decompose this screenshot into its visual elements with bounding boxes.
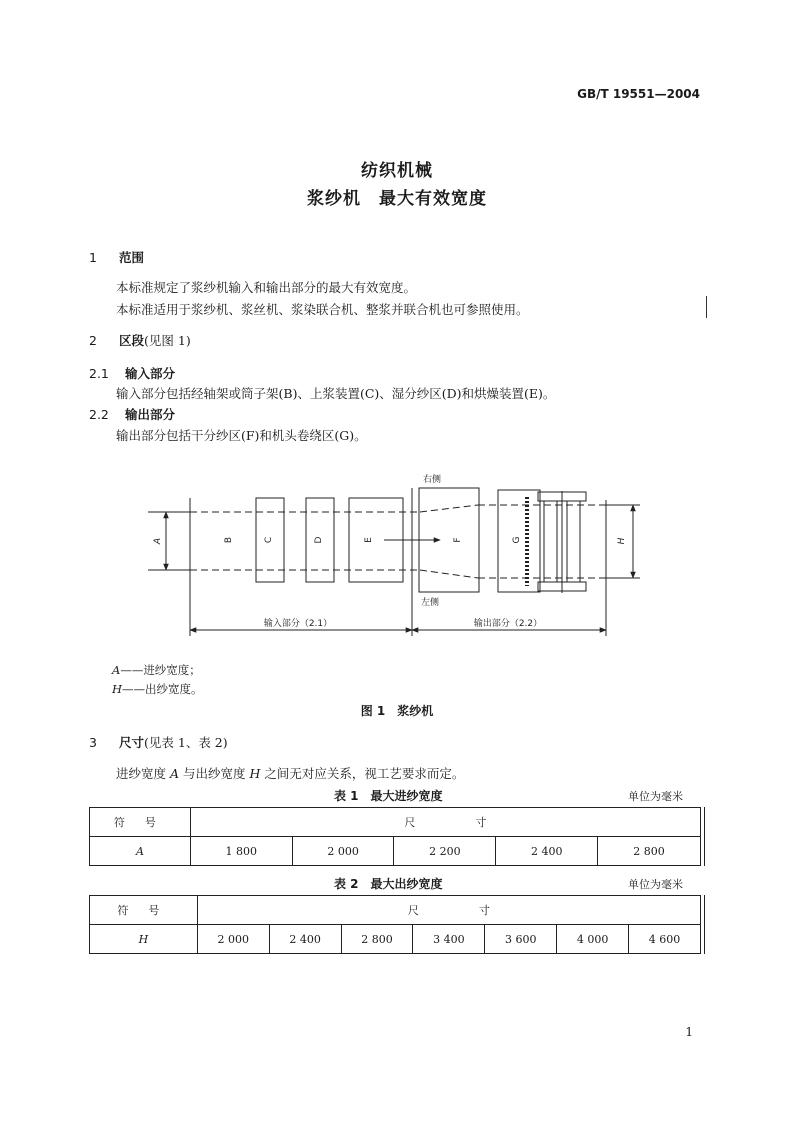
section-number: 2 [89, 333, 97, 348]
text-run: 进纱宽度 [116, 766, 170, 781]
table-cell: 2 800 [341, 925, 413, 954]
header-size: 尺寸 [190, 808, 700, 837]
paragraph [116, 764, 464, 782]
figure-caption: 图 1 浆纱机 [360, 704, 434, 718]
subsection-number: 2.2 [89, 407, 109, 422]
table-1-unit: 单位为毫米 [628, 790, 683, 803]
paragraph: 输出部分包括干分纱区(F)和机头卷绕区(G)。 [116, 428, 367, 443]
header-size: 尺寸 [197, 896, 700, 925]
standard-code: GB/T 19551—2004 [577, 87, 700, 101]
yarn-sheet-diverge-bottom [420, 570, 478, 578]
text-run: 与出纱宽度 [179, 766, 250, 781]
section-title: 尺寸 [119, 735, 145, 750]
table-cell: 2 000 [197, 925, 269, 954]
label-output-section: 输出部分（2.2） [473, 619, 543, 629]
header-symbol: 符号 [90, 896, 198, 925]
yarn-sheet-diverge-top [420, 505, 478, 512]
label-b: B [224, 536, 234, 544]
table-2-max-output-width [89, 895, 701, 954]
table-cell: 3 400 [413, 925, 485, 954]
table-cell: 2 400 [496, 837, 598, 866]
section-title-suffix: (见图 1) [144, 333, 191, 348]
doc-title-line2: 浆纱机 最大有效宽度 [307, 189, 487, 209]
table-2-edge-bar [704, 895, 705, 954]
section-number: 3 [89, 735, 97, 750]
legend-a [112, 662, 201, 678]
label-right-side: 右侧 [422, 475, 442, 485]
table-header-row [90, 808, 701, 837]
table-1-max-input-width [89, 807, 701, 866]
subsection-title: 输入部分 [125, 366, 176, 381]
table-cell: 2 400 [269, 925, 341, 954]
section-title: 区段 [119, 333, 145, 348]
table-cell: 4 000 [557, 925, 629, 954]
section-3-heading [89, 733, 228, 751]
table-row [90, 925, 701, 954]
label-f: F [453, 537, 463, 543]
legend-text: ——进纱宽度； [120, 663, 201, 677]
text-run: 之间无对应关系，视工艺要求而定。 [260, 766, 465, 781]
table-2-unit: 单位为毫米 [628, 878, 683, 891]
label-d: D [314, 536, 324, 544]
page-number: 1 [685, 1025, 693, 1039]
table-header-row [90, 896, 701, 925]
symbol-h: H [249, 766, 261, 781]
paragraph: 本标准适用于浆纱机、浆丝机、浆染联合机、整浆并联合机也可参照使用。 [116, 302, 529, 317]
table-cell: 1 800 [190, 837, 292, 866]
section-number: 1 [89, 250, 97, 265]
section-title: 范围 [119, 250, 145, 265]
legend-symbol: H [112, 682, 123, 696]
table-1-edge-bar [704, 807, 705, 866]
label-input-section: 输入部分（2.1） [263, 619, 333, 629]
paragraph: 输入部分包括经轴架或筒子架(B)、上浆装置(C)、湿分纱区(D)和烘燥装置(E)。 [116, 386, 556, 401]
subsection-title: 输出部分 [125, 407, 176, 422]
legend-text: ——出纱宽度。 [122, 682, 203, 696]
table-row [90, 837, 701, 866]
label-c: C [264, 536, 274, 544]
label-h: H [617, 537, 627, 545]
table-cell: 4 600 [629, 925, 701, 954]
row-symbol: H [90, 925, 198, 954]
label-a: A [153, 537, 163, 545]
doc-title-line1: 纺织机械 [361, 161, 433, 181]
label-e: E [364, 537, 374, 543]
label-g: G [512, 536, 522, 544]
table-cell: 2 000 [292, 837, 394, 866]
table-2-caption: 表 2 最大出纱宽度 [334, 877, 443, 891]
legend-h [112, 681, 203, 697]
symbol-a: A [169, 766, 180, 781]
paragraph: 本标准规定了浆纱机输入和输出部分的最大有效宽度。 [116, 280, 417, 295]
table-cell: 2 200 [394, 837, 496, 866]
row-symbol: A [90, 837, 191, 866]
label-left-side: 左侧 [420, 598, 440, 608]
subsection-number: 2.1 [89, 366, 109, 381]
section-title-suffix: (见表 1、表 2) [144, 735, 228, 750]
legend-symbol: A [112, 663, 121, 677]
table-cell: 2 800 [598, 837, 701, 866]
header-symbol: 符号 [90, 808, 191, 837]
table-1-caption: 表 1 最大进纱宽度 [334, 789, 443, 803]
table-cell: 3 600 [485, 925, 557, 954]
